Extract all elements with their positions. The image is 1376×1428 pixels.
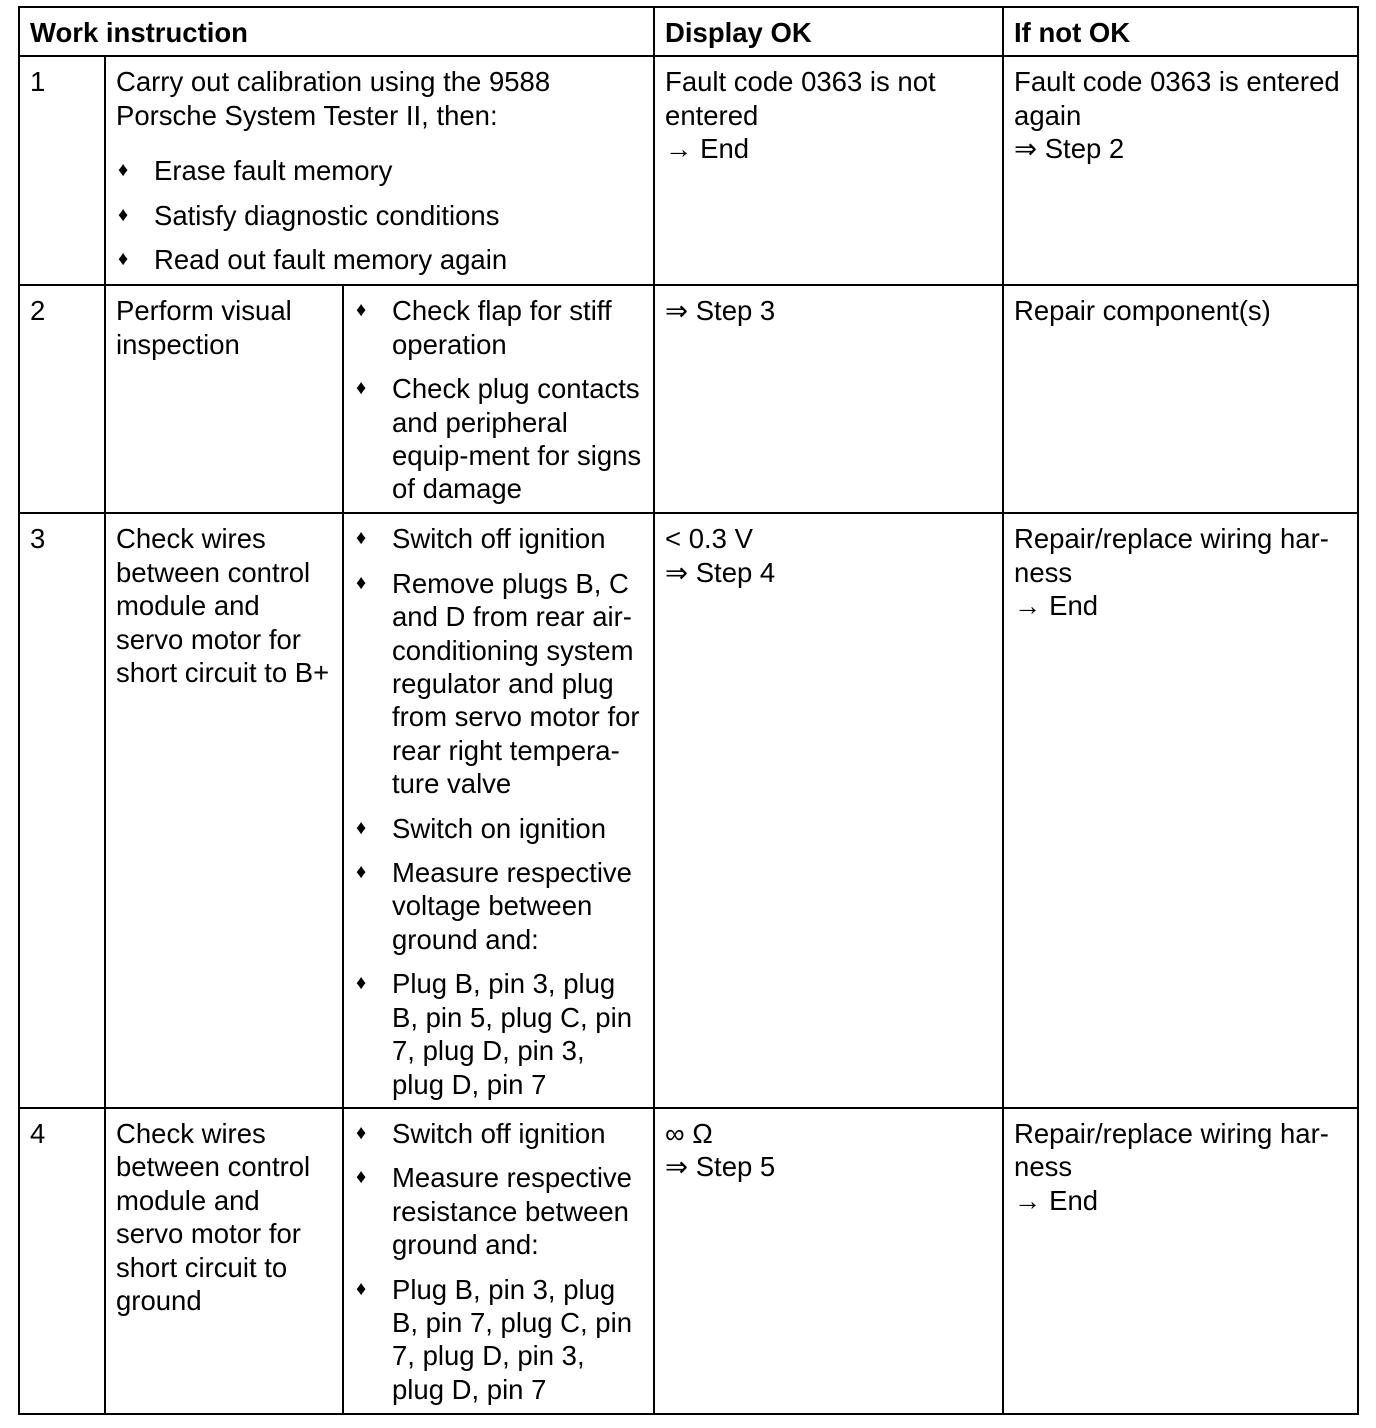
display-ok-cell: < 0.3 V ⇒ Step 4: [654, 513, 1003, 1108]
bullet-list: [354, 522, 643, 1101]
step-number: 1: [19, 56, 105, 285]
list-item: ♦ Switch off ignition: [356, 1117, 606, 1149]
diamond-bullet-icon: ♦: [356, 1166, 367, 1189]
diamond-bullet-icon: ♦: [356, 861, 367, 884]
diamond-bullet-icon: ♦: [356, 1277, 367, 1300]
display-ok-cell: ∞ Ω ⇒ Step 5: [654, 1108, 1003, 1414]
bullet-list: [354, 294, 643, 505]
diamond-bullet-icon: ♦: [356, 972, 367, 995]
list-item: ♦ Measure respective resistance between ground and:: [356, 1162, 632, 1261]
header-row: [19, 7, 1358, 56]
list-item: ♦ Switch on ignition: [356, 812, 607, 844]
header-if-not-ok: If not OK: [1003, 7, 1358, 56]
table-row-step-3: [19, 513, 1358, 1108]
instruction-cell: Check wires between control module and servo motor for short circuit to B+: [105, 513, 343, 1108]
diamond-bullet-icon: ♦: [356, 816, 367, 839]
table-row-step-1: [19, 56, 1358, 285]
list-item: ♦ Read out fault memory again: [118, 244, 508, 276]
action-cell: [343, 285, 654, 513]
diamond-bullet-icon: ♦: [118, 248, 129, 271]
work-instruction-table: [18, 6, 1359, 1415]
list-item: ♦ Check plug contacts and peripheral equip-ment for signs of damage: [356, 373, 642, 505]
diamond-bullet-icon: ♦: [118, 159, 129, 182]
table-row-step-2: [19, 285, 1358, 513]
list-item: ♦ Measure respective voltage between ground and:: [356, 857, 632, 955]
step-number: 4: [19, 1108, 105, 1414]
header-work-instruction: Work instruction: [19, 7, 654, 56]
if-not-ok-cell: Repair/replace wiring har-ness → End: [1003, 513, 1358, 1108]
diamond-bullet-icon: ♦: [356, 377, 367, 400]
instruction-cell: Check wires between control module and servo motor for short circuit to ground: [105, 1108, 343, 1414]
action-cell: [343, 513, 654, 1108]
instruction-text: Carry out calibration using the 9588 Porsche System Tester II, then:: [116, 66, 551, 131]
table-row-step-4: [19, 1108, 1358, 1414]
action-cell: [343, 1108, 654, 1414]
diamond-bullet-icon: ♦: [118, 203, 129, 226]
diamond-bullet-icon: ♦: [356, 527, 367, 550]
list-item: ♦ Check flap for stiff operation: [356, 295, 612, 360]
step-number: 3: [19, 513, 105, 1108]
instruction-cell: [105, 56, 654, 285]
bullet-list: [354, 1117, 643, 1406]
bullet-list: [116, 154, 643, 276]
list-item: ♦ Satisfy diagnostic conditions: [118, 199, 500, 231]
list-item: ♦ Plug B, pin 3, plug B, pin 7, plug C, pin 7, plug D, pin 3, plug D, pin 7: [356, 1273, 633, 1405]
list-item: ♦ Erase fault memory: [118, 155, 393, 187]
list-item: ♦ Remove plugs B, C and D from rear air-conditioning system regulator and plug from servo motor for rear right tempera-ture valve: [356, 567, 640, 800]
if-not-ok-cell: Fault code 0363 is entered again ⇒ Step 2: [1003, 56, 1358, 285]
diamond-bullet-icon: ♦: [356, 299, 367, 322]
if-not-ok-cell: Repair/replace wiring har-ness → End: [1003, 1108, 1358, 1414]
header-display-ok: Display OK: [654, 7, 1003, 56]
if-not-ok-cell: Repair component(s): [1003, 285, 1358, 513]
display-ok-cell: Fault code 0363 is not entered → End: [654, 56, 1003, 285]
display-ok-cell: ⇒ Step 3: [654, 285, 1003, 513]
list-item: ♦ Switch off ignition: [356, 523, 606, 555]
instruction-cell: Perform visual inspection: [105, 285, 343, 513]
step-number: 2: [19, 285, 105, 513]
diamond-bullet-icon: ♦: [356, 1121, 367, 1144]
list-item: ♦ Plug B, pin 3, plug B, pin 5, plug C, pin 7, plug D, pin 3, plug D, pin 7: [356, 968, 633, 1100]
diamond-bullet-icon: ♦: [356, 571, 367, 594]
